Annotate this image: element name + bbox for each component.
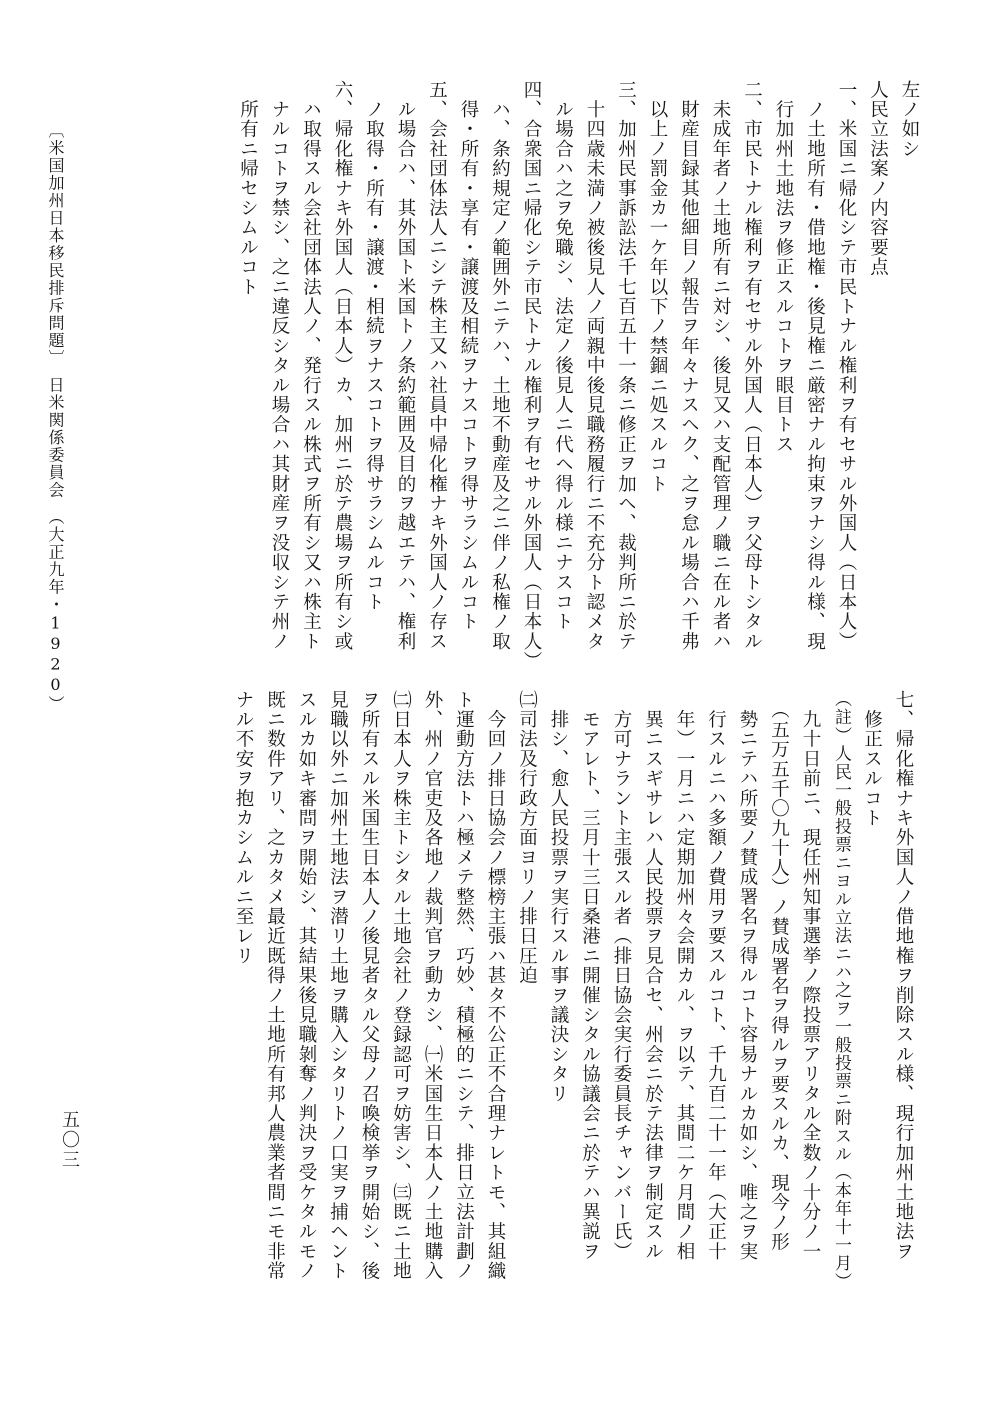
- text-line: 年）一月ニハ定期加州々会開カル、ヲ以テ、其間二ケ月間ノ相: [674, 690, 695, 1262]
- text-line: 以上ノ罰金カ一ケ年以下ノ禁錮ニ処スルコト: [647, 80, 668, 494]
- text-line: ㈡司法及行政方面ヨリノ排日圧迫: [516, 690, 538, 986]
- text-line: 排シ、愈人民投票ヲ実行スル事ヲ議決シタリ: [548, 690, 569, 1104]
- text-line: 二、市民トナル権利ヲ有セサル外国人（日本人）ヲ父母トシタル: [741, 80, 763, 652]
- text-line: ハ、条約規定ノ範囲外ニテハ、土地不動産及之ニ伴ノ私権ノ取: [489, 80, 511, 652]
- text-line: 所有ニ帰セシムルコト: [237, 80, 259, 297]
- text-line: 得・所有・享有・譲渡及相続ヲナスコトヲ得サラシムルコト: [458, 80, 479, 632]
- text-line: ヲ所有スル米国生日本人ノ後見者タル父母ノ召喚検挙ヲ開始シ、後: [359, 690, 380, 1281]
- text-line: ハ取得スル会社団体法人ノ、発行スル株式ヲ所有シ又ハ株主ト: [300, 80, 322, 652]
- lower-text-block: [112, 690, 914, 1291]
- text-line: スルカ如キ審問ヲ開始シ、其結果後見職剝奪ノ判決ヲ受ケタルモノ: [296, 690, 317, 1281]
- text-line: 財産目録其他細目ノ報告ヲ年々ナスヘク、之ヲ怠ル場合ハ千弗: [678, 80, 700, 652]
- page-number: 五〇三: [59, 1110, 80, 1170]
- text-line: モアレト、三月十三日桑港ニ開催シタル協議会ニ於テハ異説ヲ: [579, 690, 601, 1262]
- text-line: 三、加州民事訴訟法千七百五十一条ニ修正ヲ加ヘ、裁判所ニ於テ: [615, 80, 637, 652]
- text-line: 外、州ノ官吏及各地ノ裁判官ヲ動カシ、㈠米国生日本人ノ土地購入: [422, 690, 443, 1281]
- text-line: ル場合ハ、其外国ト米国トノ条約範囲及目的ヲ越エテハ、権利: [395, 80, 416, 652]
- text-line: ノ取得・所有・譲渡・相続ヲナスコトヲ得サラシムルコト: [363, 80, 385, 612]
- text-line: 五、会社団体法人ニシテ株主又ハ社員中帰化権ナキ外国人ノ存ス: [426, 80, 448, 652]
- text-line: 見職以外ニ加州土地法ヲ潜リ土地ヲ購入シタリトノ口実ヲ捕ヘント: [327, 690, 349, 1281]
- text-line: ナル不安ヲ抱カシムルニ至レリ: [233, 690, 254, 966]
- text-line: 行加州土地法ヲ修正スルコトヲ眼目トス: [773, 80, 794, 455]
- text-line: 今回ノ排日協会ノ標榜主張ハ甚タ不公正不合理ナレトモ、其組織: [485, 690, 506, 1281]
- text-line: 人民立法案ノ内容要点: [867, 80, 889, 277]
- text-line: ㈡日本人ヲ株主トシタル土地会社ノ登録認可ヲ妨害シ、㈢既ニ土地: [390, 690, 412, 1281]
- text-line: 修正スルコト: [861, 690, 883, 828]
- text-line: ル場合ハ之ヲ免職シ、法定ノ後見人ニ代ヘ得ル様ニナスコト: [552, 80, 574, 632]
- text-line: 四、合衆国ニ帰化シテ市民トナル権利ヲ有セサル外国人（日本人）: [521, 80, 542, 671]
- upper-text-block: [96, 80, 920, 671]
- text-line: 既ニ数件アリ、之カタメ最近既得ノ土地所有邦人農業者間ニモ非常: [264, 690, 286, 1281]
- text-line: 異ニスギサレハ人民投票ヲ見合セ、州会ニ於テ法律ヲ制定スル: [642, 690, 664, 1262]
- text-line: 行スルニハ多額ノ費用ヲ要スルコト、千九百二十一年（大正十: [705, 690, 727, 1262]
- text-line: 七、帰化権ナキ外国人ノ借地権ヲ削除スル様、現行加州土地法ヲ: [893, 690, 914, 1262]
- source-caption: 〔米国加州日本移民排斥問題〕 日米関係委員会 （大正九年・1920）: [46, 122, 65, 713]
- text-line: 九十日前ニ、現任州知事選挙ノ際投票アリタル全数ノ十分ノ一: [800, 690, 821, 1262]
- text-line: 勢ニテハ所要ノ賛成署名ヲ得ルコト容易ナルカ如シ、唯之ヲ実: [737, 690, 758, 1262]
- text-line: 一、米国ニ帰化シテ市民トナル権利ヲ有セサル外国人（日本人）: [836, 80, 857, 652]
- text-line: 未成年者ノ土地所有ニ対シ、後見又ハ支配管理ノ職ニ在ル者ハ: [710, 80, 731, 652]
- text-line: 十四歳未満ノ被後見人ノ両親中後見職務履行ニ不充分ト認メタ: [584, 80, 605, 652]
- text-line: （註）人民一般投票ニヨル立法ニハ之ヲ一般投票ニ附スル（本年十一月）: [831, 690, 851, 1291]
- text-line: 六、帰化権ナキ外国人（日本人）カ、加州ニ於テ農場ヲ所有シ或: [332, 80, 353, 652]
- text-line: 方可ナラント主張スル者（排日協会実行委員長チャンバー氏）: [611, 690, 632, 1262]
- text-line: 左ノ如シ: [899, 80, 920, 159]
- text-line: ナルコトヲ禁シ、之ニ違反シタル場合ハ其財産ヲ没収シテ州ノ: [269, 80, 290, 652]
- text-line: （五万五千〇九十人）ノ賛成署名ヲ得ルヲ要スルカ、現今ノ形: [768, 690, 790, 1253]
- text-line: ト運動方法トハ極メテ整然、巧妙、積極的ニシテ、排日立法計劃ノ: [453, 690, 475, 1281]
- text-line: ノ土地所有・借地権・後見権ニ厳密ナル拘束ヲナシ得ル様、現: [804, 80, 826, 652]
